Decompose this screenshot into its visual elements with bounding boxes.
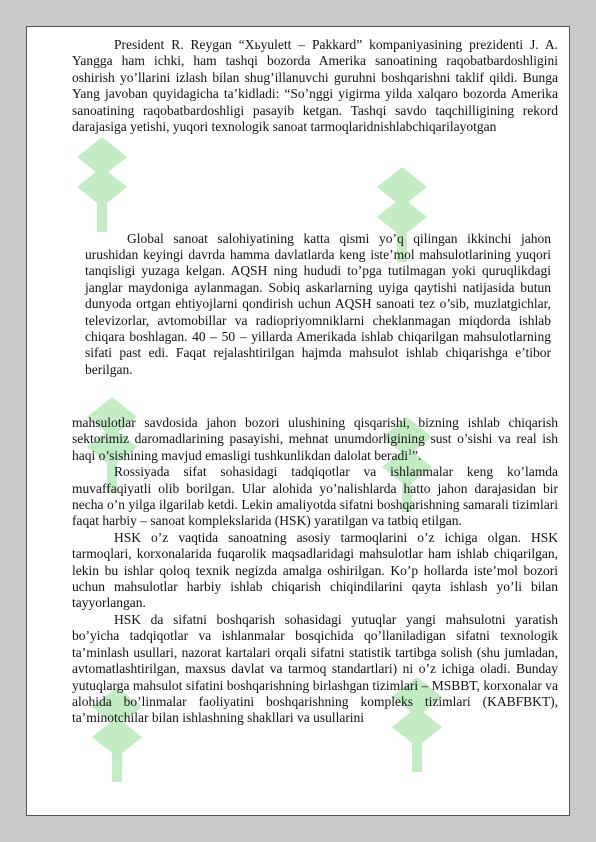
paragraph-5: HSK da sifatni boshqarish sohasidagi yutuqlar yangi mahsulotni yaratish bo’yicha tadqiqotlar va ishlanmalar bosqichida qo’llaniladigan sifatni texnologik ta’minlash usullari, nazorat kartalari orqali sifatni statistik tartibga solish (shu jumladan, avtomatlashtirilgan, maxsus davlat va tarmoq standartlari) ni o’z ichiga oladi. Bunday yutuqlarga mahsulot sifatini boshqarishning birlashgan tizimlari – MSBBT, korxonalar va alohida bo’linmalar faoliyatini boshqarishning kompleks tizimlari (KABFBKT), ta’minotchilar bilan ishlashning shakllari va usullarini	[72, 611, 558, 726]
paragraph-2-text: mahsulotlar savdosida jahon bozori ulushining qisqarishi, bizning ishlab chiqarish sektorimiz daromadlarining pasayishi, mehnat unumdorligining sust o’sishi va real ish haqi o’sishining mavjud emasligi tushkunlikdan dalolat beradi	[72, 415, 558, 463]
paragraph-1: President R. Reygan “Хьyulett – Pakkard” kompaniyasining prezidenti J. A. Yangga ham ichki, ham tashqi bozorda Amerika sanoatining raqobatbardoshligini oshirish yo’llarini izlash bilan shug’illanuvchi guruhni boshqarishni taklif qildi. Bunga Yang javoban quyidagicha ta’kidladi: “So’nggi yigirma yilda xalqaro bozorda Amerika sanoatining raqobatbardoshligi pasayib ketgan. Tashqi savdo taqchilligining rekord darajasiga yetishi, yuqori texnologik sanoat tarmoqlaridnishlabchiqarilayotgan	[72, 37, 558, 135]
quote-block	[85, 217, 551, 392]
body-text-block	[72, 415, 558, 727]
quote-paragraph: Global sanoat salohiyatining katta qismi yo’q qilingan ikkinchi jahon urushidan keyingi davrda hamma davlatlarda keng iste’mol mahsulotlarining yuqori tanqisligi yuzaga kelgan. AQSH ning hududi to’pga tutilmagan yoki quruqlikdagi janglar maydoniga aylanmagan. Sobiq askarlarning uyiga qaytishi natijasida butun dunyoda ortgan ehtiyojlarni qondirish uchun AQSH sanoati tez o’sib, muzlatgichlar, televizorlar, avtomobillar va radiopriyomniklarni cheklanmagan miqdorda ishlab chiqara boshlagan. 40 – 50 – yillarda Amerikada ishlab chiqarilgan mahsulotlarning sifati past edi. Faqat rejalashtirilgan hajmda mahsulot ishlab chiqarishga e’tibor berilgan.	[85, 230, 551, 377]
paragraph-3: Rossiyada sifat sohasidagi tadqiqotlar va ishlanmalar keng ko’lamda muvaffaqiyatli olib borilgan. Ular alohida yo’nalishlarda hatto jahon darajasidan bir necha o’n yilga ilgarilab ketdi. Lekin amaliyotda sifatni boshqarishning samarali tizimlari faqat harbiy – sanoat komplekslarida (HSK) yaratilgan va tatbiq etilgan.	[72, 464, 558, 529]
footnote-mark: 1	[407, 447, 412, 457]
paragraph-4: HSK o’z vaqtida sanoatning asosiy tarmoqlarini o’z ichiga olgan. HSK tarmoqlari, korxonalarida fuqarolik maqsadlaridagi mahsulotlar ham ishlab chiqarilgan, lekin bu ishlar qoloq texnik negizda amalga oshirilgan. Ko’p hollarda iste’mol bozori uchun mahsulotlar harbiy ishlab chiqarish chiqindilarini qayta ishlash yo’li bilan tayyorlangan.	[72, 529, 558, 611]
paragraph-2	[72, 415, 558, 464]
paragraph-2-end: ”.	[411, 447, 422, 463]
document-page	[26, 26, 570, 816]
intro-text-block	[72, 37, 558, 135]
